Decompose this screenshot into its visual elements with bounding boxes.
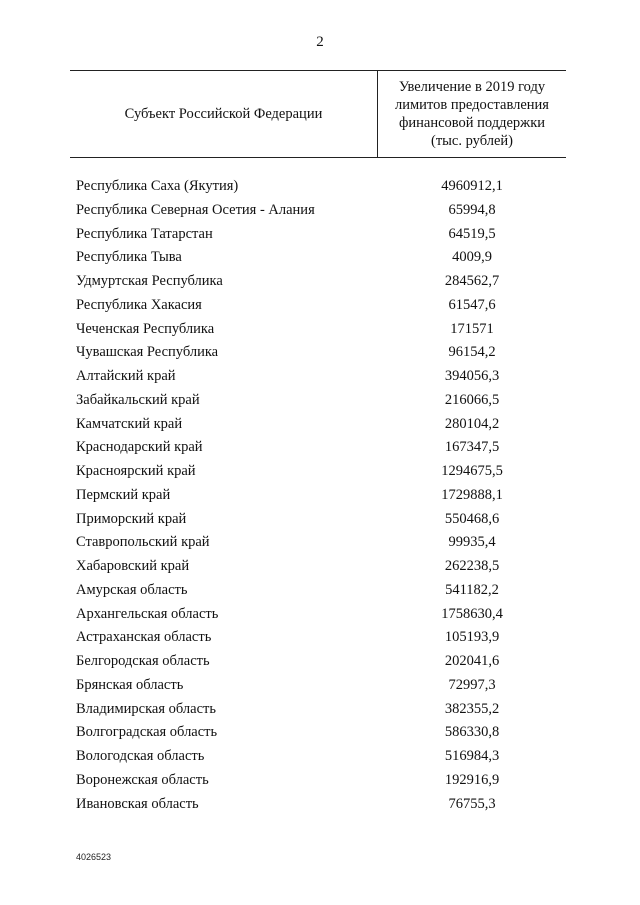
limit-increase-value: 1758630,4 <box>441 605 503 622</box>
table-body <box>0 175 640 816</box>
table-row <box>0 460 640 484</box>
region-name: Республика Северная Осетия - Алания <box>76 201 315 218</box>
table-row <box>0 745 640 769</box>
region-name: Воронежская область <box>76 771 209 788</box>
table-row <box>0 698 640 722</box>
region-name: Камчатский край <box>76 415 183 432</box>
region-name: Астраханская область <box>76 629 212 646</box>
table-row <box>0 579 640 603</box>
table-row <box>0 531 640 555</box>
limit-increase-value: 1294675,5 <box>441 463 503 479</box>
limit-increase-value: 202041,6 <box>444 653 500 669</box>
region-name: Республика Татарстан <box>76 225 213 242</box>
region-name: Алтайский край <box>76 368 176 384</box>
table-row <box>0 223 640 247</box>
region-name: Белгородская область <box>76 653 210 669</box>
region-name: Красноярский край <box>76 463 196 479</box>
limit-increase-value: 586330,8 <box>444 724 500 741</box>
table-row <box>0 626 640 650</box>
table-row <box>0 721 640 745</box>
table-row <box>0 389 640 413</box>
table-row <box>0 674 640 698</box>
table-row <box>0 175 640 199</box>
region-name: Забайкальский край <box>76 391 200 408</box>
limit-increase-value: 262238,5 <box>444 558 500 574</box>
limit-increase-value: 96154,2 <box>448 344 496 361</box>
amount-header-line: (тыс. рублей) <box>431 133 513 149</box>
limit-increase-value: 382355,2 <box>444 700 500 717</box>
limit-increase-value: 171571 <box>450 320 494 337</box>
table-row <box>0 365 640 389</box>
limit-increase-value: 76755,3 <box>448 795 496 812</box>
limit-increase-value: 216066,5 <box>444 391 500 408</box>
region-name: Архангельская область <box>76 605 219 622</box>
region-name: Хабаровский край <box>76 558 190 574</box>
table-row <box>0 793 640 817</box>
table-row <box>0 318 640 342</box>
limit-increase-value: 1729888,1 <box>441 486 503 503</box>
region-name: Амурская область <box>76 581 188 598</box>
limit-increase-value: 64519,5 <box>448 225 496 242</box>
limit-increase-value: 192916,9 <box>444 771 500 788</box>
limit-increase-value: 65994,8 <box>448 201 496 218</box>
limit-increase-value: 541182,2 <box>445 581 499 598</box>
region-name: Республика Хакасия <box>76 296 202 313</box>
table-row <box>0 436 640 460</box>
table-row <box>0 270 640 294</box>
region-name: Республика Саха (Якутия) <box>76 178 239 194</box>
limit-increase-value: 72997,3 <box>448 676 496 693</box>
region-name: Вологодская область <box>76 748 205 764</box>
limit-increase-value: 167347,5 <box>444 439 500 456</box>
region-name: Чувашская Республика <box>76 344 219 361</box>
amount-header-line: лимитов предоставления <box>395 97 549 113</box>
limit-increase-value: 4960912,1 <box>441 178 503 194</box>
amount-header-line: Увеличение в 2019 году <box>398 79 546 95</box>
region-name: Краснодарский край <box>76 439 203 456</box>
region-name: Волгоградская область <box>76 724 218 741</box>
limit-increase-value: 394056,3 <box>444 368 500 384</box>
table-row <box>0 484 640 508</box>
table-row <box>0 413 640 437</box>
table-row <box>0 294 640 318</box>
limit-increase-value: 550468,6 <box>444 510 500 527</box>
region-name: Приморский край <box>76 510 187 527</box>
table-row <box>0 555 640 579</box>
table-row <box>0 199 640 223</box>
limit-increase-value: 105193,9 <box>444 629 500 646</box>
limit-increase-value: 516984,3 <box>444 748 500 764</box>
region-name: Пермский край <box>76 486 171 503</box>
table-row <box>0 650 640 674</box>
subject-column-header: Субъект Российской Федерации <box>124 105 323 122</box>
region-name: Удмуртская Республика <box>76 273 223 289</box>
region-name: Республика Тыва <box>76 249 182 266</box>
table-row <box>0 603 640 627</box>
region-name: Владимирская область <box>76 700 216 717</box>
region-name: Брянская область <box>76 676 184 693</box>
table-row <box>0 508 640 532</box>
limit-increase-value: 61547,6 <box>448 296 496 313</box>
region-name: Ставропольский край <box>76 534 210 551</box>
amount-column-header <box>378 78 566 150</box>
table-row <box>0 769 640 793</box>
region-name: Чеченская Республика <box>76 320 215 337</box>
table-row <box>0 246 640 270</box>
region-name: Ивановская область <box>76 795 199 812</box>
page-number: 2 <box>316 34 324 50</box>
document-code: 4026523 <box>76 852 112 862</box>
limit-increase-value: 284562,7 <box>444 273 500 289</box>
amount-header-line: финансовой поддержки <box>398 115 546 131</box>
limit-increase-value: 280104,2 <box>444 415 500 432</box>
table-row <box>0 341 640 365</box>
limit-increase-value: 4009,9 <box>452 249 492 266</box>
limit-increase-value: 99935,4 <box>448 534 496 551</box>
